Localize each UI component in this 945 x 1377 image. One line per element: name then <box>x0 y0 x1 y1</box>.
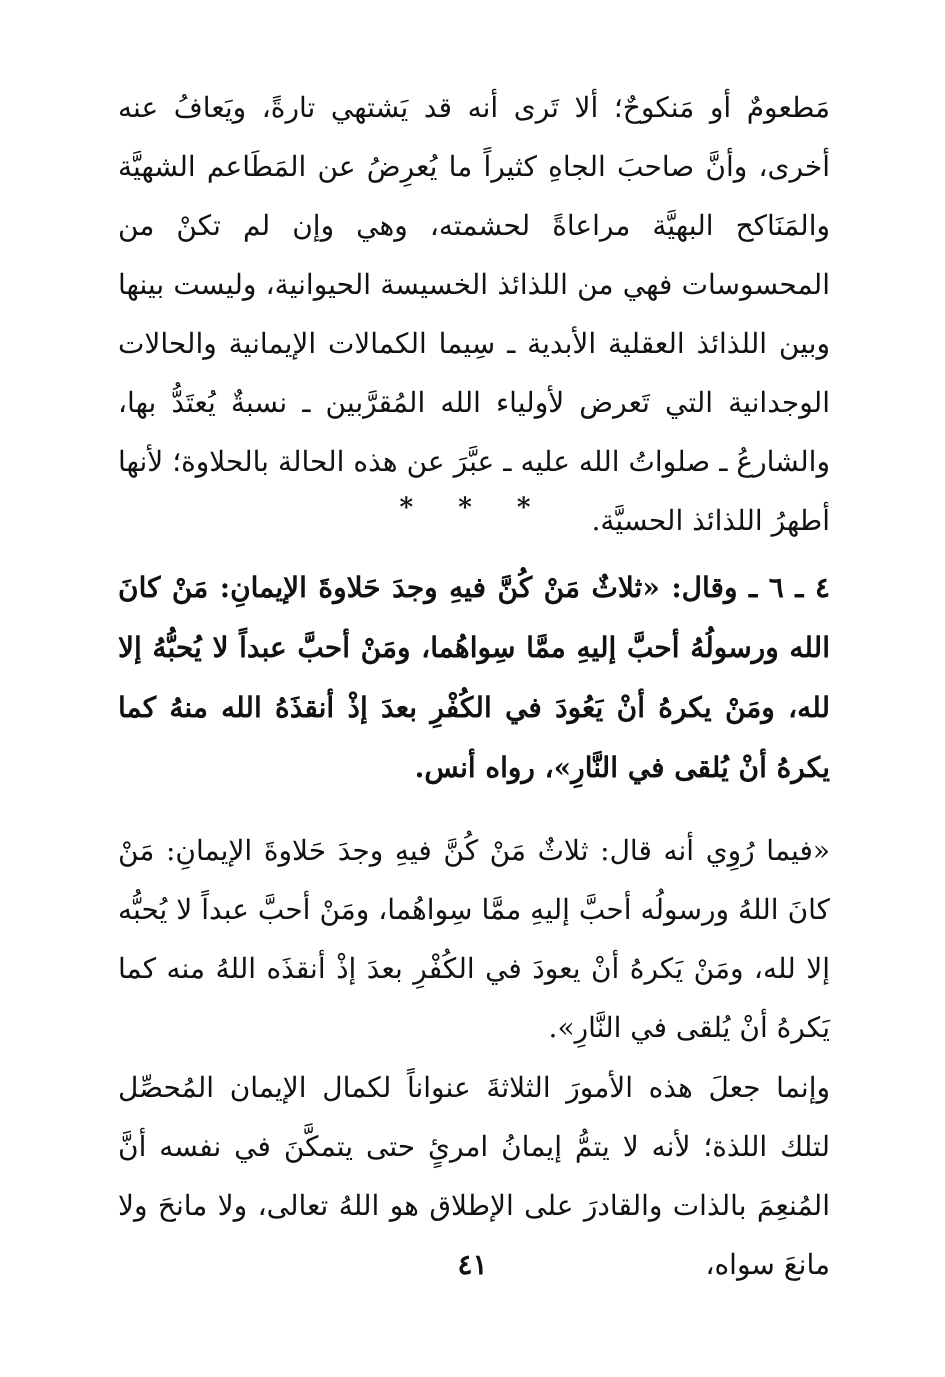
section-separator: * * * <box>399 493 549 523</box>
commentary-paragraph: «فيما رُوِي أنه قال: ثلاثٌ مَنْ كُنَّ فيهِ وجدَ حَلاوةَ الإيمانِ: مَنْ كانَ اللهُ ورسولُه أحبَّ إليهِ ممَّا سِواهُما، ومَنْ أحبَّ عبداً لا يُحبُّه إلا لله، ومَنْ يَكرهُ أنْ يعودَ في الكُفْرِ بعدَ إذْ أنقذَه اللهُ منه كما يَكرهُ أنْ يُلقى في النَّارِ». <box>118 834 830 1044</box>
explanation-paragraph: وإنما جعلَ هذه الأمورَ الثلاثةَ عنواناً لكمال الإيمان المُحصِّل لتلك اللذة؛ لأنه لا يتمُّ إيمانُ امرئٍ حتى يتمكَّنَ في نفسه أنَّ المُنعِمَ بالذات والقادرَ على الإطلاق هو اللهُ تعالى، ولا مانحَ ولا مانعَ سواه، <box>118 1071 830 1281</box>
intro-paragraph: مَطعومٌ أو مَنكوحٌ؛ ألا تَرى أنه قد يَشتهي تارةً، ويَعافُ عنه أخرى، وأنَّ صاحبَ الجاهِ كثيراً ما يُعرِضُ عن المَطَاعم الشهيَّة والمَنَاكح البهيَّة مراعاةً لحشمته، وهي وإن لم تكنْ من المحسوسات فهي من اللذائذ الخسيسة الحيوانية، وليست بينها وبين اللذائذ العقلية الأبدية ـ سِيما الكمالات الإيمانية والحالات الوجدانية التي تَعرض لأولياء الله المُقرَّبين ـ نسبةٌ يُعتَدُّ بها، والشارعُ ـ صلواتُ الله عليه ـ عبَّرَ عن هذه الحالة بالحلاوة؛ لأنها أطهرُ اللذائذ الحسيَّة. <box>118 91 830 537</box>
hadith-paragraph: ٤ ـ ٦ ـ وقال: «ثلاثٌ مَنْ كُنَّ فيهِ وجدَ حَلاوةَ الإيمانِ: مَنْ كانَ الله ورسولُهُ أحبَّ إليهِ ممَّا سِواهُما، ومَنْ أحبَّ عبداً لا يُحبُّهُ إلا لله، ومَنْ يكرهُ أنْ يَعُودَ في الكُفْرِ بعدَ إذْ أنقذَهُ الله منهُ كما يكرهُ أنْ يُلقى في النَّارِ»، رواه أنس. <box>118 571 830 784</box>
page-number: ٤١ <box>457 1248 488 1281</box>
